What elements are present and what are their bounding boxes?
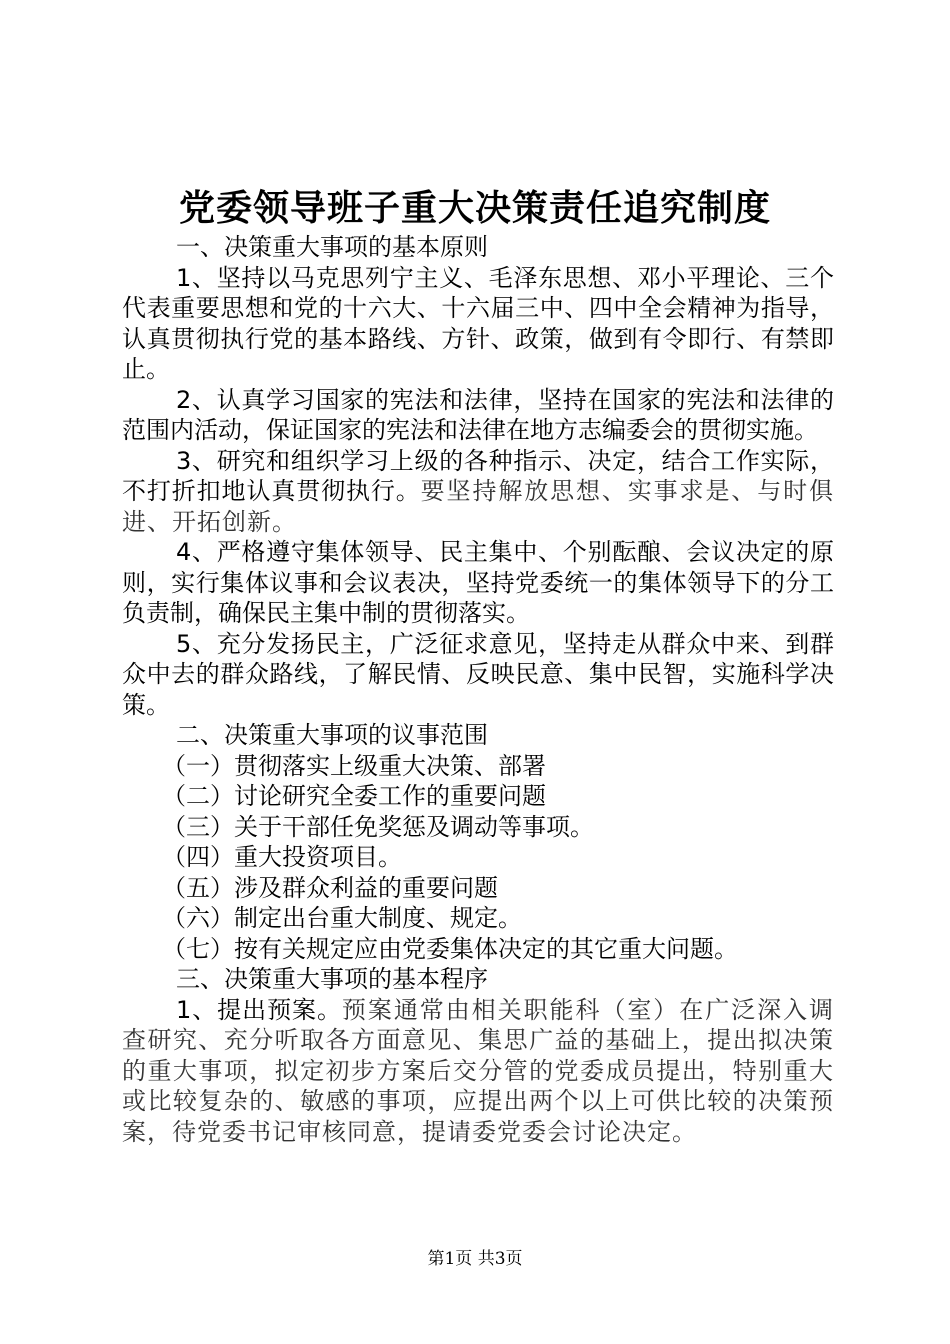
list-item: （三）关于干部任免奖惩及调动等事项。 [162,812,594,841]
section-heading-1: 一、决策重大事项的基本原则 [176,233,488,261]
list-item: （七）按有关规定应由党委集体决定的其它重大问题。 [162,934,738,963]
paragraph-1-3 [122,446,834,538]
paragraph-1-3-extra: 要坚持解放思想、实事求是、与时俱进、开拓创新。 [122,477,835,536]
section-heading-2: 二、决策重大事项的议事范围 [176,721,488,749]
paragraph-3-1-lead: 1、提出预案。 [176,995,342,1024]
list-item: （四）重大投资项目。 [162,843,402,871]
list-item: （二）讨论研究全委工作的重要问题 [162,782,546,810]
page-footer: 第1页 共3页 [427,1249,523,1269]
document-title: 党委领导班子重大决策责任追究制度 [178,187,771,229]
section-heading-3: 三、决策重大事项的基本程序 [176,965,488,993]
list-item: （一）贯彻落实上级重大决策、部署 [162,751,546,780]
paragraph-3-1-text: 预案通常由相关职能科（室）在广泛深入调查研究、充分听取各方面意见、集思广益的基础上，提出拟决策的重大事项，拟定初步方案后交分管的党委成员提出，特别重大或比较复杂的、敏感的事项，应提出两个以上可供比较的决策预案，待党委书记审核同意，提请委党委会讨论决定。 [122,995,834,1146]
list-item: （六）制定出台重大制度、规定。 [162,904,522,932]
paragraph-1-2: 2、认真学习国家的宪法和法律，坚持在国家的宪法和法律的范围内活动，保证国家的宪法和法律在地方志编委会的贯彻实施。 [122,385,834,444]
paragraph-1-5: 5、充分发扬民主，广泛征求意见，坚持走从群众中来、到群众中去的群众路线，了解民情、反映民意、集中民智，实施科学决策。 [122,629,834,719]
paragraph-1-4: 4、严格遵守集体领导、民主集中、个别酝酿、会议决定的原则，实行集体议事和会议表决，坚持党委统一的集体领导下的分工负责制，确保民主集中制的贯彻落实。 [122,538,834,627]
paragraph-1-3-main: 3、研究和组织学习上级的各种指示、决定，结合工作实际，不打折扣地认真贯彻执行。 [122,446,834,505]
list-item: （五）涉及群众利益的重要问题 [162,873,498,902]
paragraph-1-1: 1、坚持以马克思列宁主义、毛泽东思想、邓小平理论、三个代表重要思想和党的十六大、十六届三中、四中全会精神为指导，认真贯彻执行党的基本路线、方针、政策，做到有令即行、有禁即止。 [122,263,834,383]
document-body [122,232,834,1147]
paragraph-3-1 [122,995,834,1148]
